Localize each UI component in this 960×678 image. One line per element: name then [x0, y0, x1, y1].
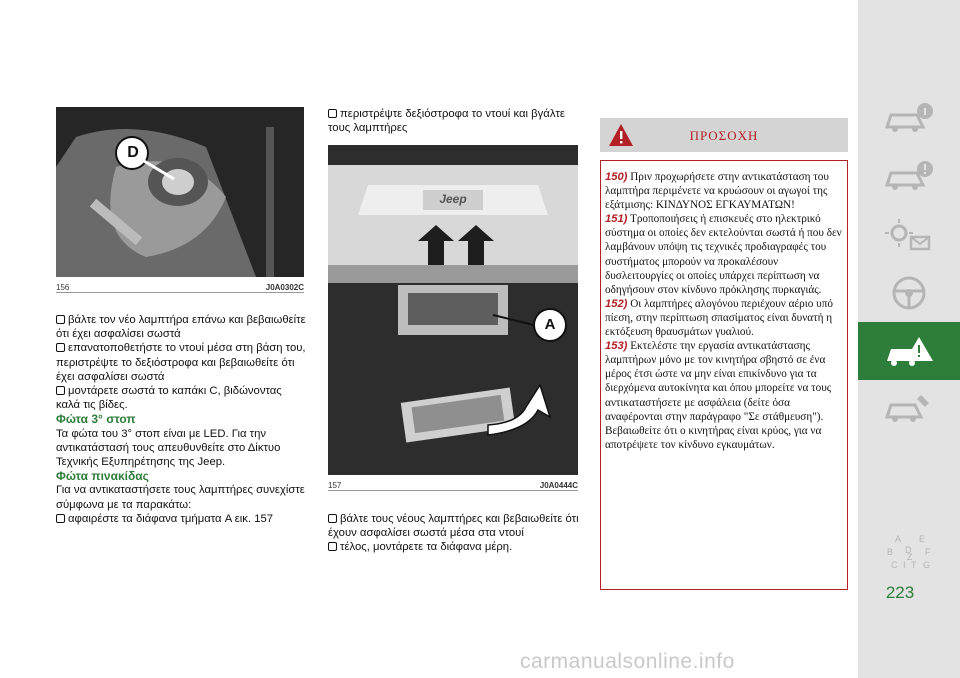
svg-text:I: I [903, 560, 906, 570]
svg-text:A: A [895, 534, 902, 544]
step-item: τέλος, μοντάρετε τα διάφανα μέρη. [328, 540, 580, 554]
figure-156-code: J0A0302C [265, 283, 304, 292]
car-crash-icon [881, 331, 937, 371]
wrench-car-icon [881, 389, 937, 429]
page-number: 223 [885, 583, 915, 602]
tab-warning-car[interactable] [858, 148, 960, 206]
step-item: βάλτε τους νέους λαμπτήρες και βεβαιωθείτε ότι έχουν ασφαλίσει σωστά μέσα στα ντουί [328, 513, 579, 540]
figure-156-callout: D [127, 144, 139, 161]
svg-text:E: E [919, 534, 926, 544]
step-item: βάλτε τον νέο λαμπτήρα επάνω και βεβαιωθείτε ότι έχει ασφαλίσει σωστά [56, 314, 306, 341]
figure-156-image [56, 107, 304, 277]
warning-item: 150) Πριν προχωρήσετε στην αντικατάσταση του λαμπτήρα περιμένετε να κρυώσουν οι αγωγοί της εξάτμισης: ΚΙΝΔΥΝΟΣ ΕΓΚΑΥΜΑΤΩΝ! [605, 171, 829, 212]
figure-157-code: J0A0444C [539, 481, 578, 490]
warning-item: 152) Οι λαμπτήρες αλογόνου περιέχουν αέριο υπό πίεση, στην περίπτωση σπασίματος είναι δυνατή η εκτόξευση θραυσμάτων γυαλιού. [605, 297, 833, 339]
step-item: περιστρέψτε δεξιόστροφα το ντουί και βγάλτε τους λαμπτήρες [328, 108, 565, 135]
step-item: αφαιρέστε τα διάφανα τμήματα A εικ. 157 [56, 512, 306, 526]
paragraph-third-brake-light: Τα φώτα του 3° στοπ είναι με LED. Για την αντικατάστασή τους απευθυνθείτε στο Δίκτυο Τεχνικής Εξυπηρέτησης της Jeep. [56, 427, 281, 469]
index-letters-icon [881, 533, 937, 573]
watermark-text: carmanualsonline.info [520, 650, 735, 673]
figure-157-image [328, 145, 578, 475]
svg-text:G: G [923, 560, 931, 570]
figure-157-callout: A [544, 316, 556, 333]
warning-header [600, 118, 848, 152]
figure-157-caption [328, 481, 578, 491]
figure-157-badge: Jeep [439, 192, 467, 206]
tab-lights[interactable] [858, 206, 960, 264]
figure-157-number: 157 [328, 481, 342, 490]
checkbox-icon [56, 343, 65, 352]
step-item: μοντάρετε σωστά το καπάκι C, βιδώνοντας καλά τις βίδες. [56, 385, 282, 412]
heading-third-brake-light: Φώτα 3° στοπ [56, 412, 136, 427]
svg-text:T: T [911, 560, 917, 570]
tab-car-info[interactable] [858, 90, 960, 148]
warning-title: ΠΡΟΣΟΧΗ [689, 128, 759, 143]
column-2-top-text [328, 107, 580, 135]
warning-item: 153) Εκτελέστε την εργασία αντικατάστασης λαμπτήρων μόνο με τον κινητήρα σβηστό σε ένα μέρος έτσι ώστε να μην είναι επικίνδυνο για τα διερχόμενα αυτοκίνητα και όπου μπορείτε να τους αντικαταστήσετε με ασφάλεια (δείτε όσα αναφέρονται στην παράγραφο "Σε στάθμευση"). Βεβαιωθείτε ότι ο κινητήρας είναι κρύος, για να αποτρέψετε τον κίνδυνο εγκαυμάτων. [605, 340, 832, 451]
checkbox-icon [56, 514, 65, 523]
column-1-text [56, 313, 306, 526]
checkbox-icon [328, 514, 337, 523]
car-info-icon [881, 99, 937, 139]
svg-text:F: F [925, 547, 931, 557]
heading-number-plate-lights: Φώτα πινακίδας [56, 469, 149, 484]
svg-text:Z: Z [907, 552, 913, 562]
column-2-bottom-text [328, 512, 580, 555]
paragraph-number-plate-lights: Για να αντικαταστήσετε τους λαμπτήρες συνεχίστε σύμφωνα με τα παρακάτω: [56, 484, 305, 511]
step-item: επανατοποθετήστε το ντουί μέσα στη βάση του, περιστρέψτε το δεξιόστροφα και βεβαιωθείτε ότι έχει ασφαλίσει σωστά [56, 342, 306, 383]
checkbox-icon [328, 542, 337, 551]
checkbox-icon [328, 109, 337, 118]
warning-text [605, 170, 845, 452]
steering-wheel-icon [881, 273, 937, 313]
figure-156-caption [56, 283, 304, 293]
checkbox-icon [56, 386, 65, 395]
tab-wrench-car[interactable] [858, 380, 960, 438]
svg-text:B: B [887, 547, 894, 557]
tab-index[interactable] [858, 525, 960, 581]
svg-text:C: C [891, 560, 898, 570]
warning-item: 151) Τροποποιήσεις ή επισκευές στο ηλεκτρικό σύστημα οι οποίες δεν εκτελούνται σωστά ή που δεν λαμβάνουν υπόψη τις τεχνικές προδιαγραφές του συστήματος μπορούν να προκαλέσουν δυσλειτουργίες οι οποίες υπάρχει περίπτωση να οδηγήσουν στον κίνδυνο πρόκλησης πυρκαγιάς. [605, 213, 842, 296]
warning-car-icon [881, 157, 937, 197]
svg-text:D: D [905, 545, 912, 555]
tab-car-crash[interactable] [858, 322, 960, 380]
lights-icon [881, 215, 937, 255]
figure-156-number: 156 [56, 283, 70, 292]
checkbox-icon [56, 315, 65, 324]
chapter-sidebar [858, 0, 960, 678]
tab-steering-wheel[interactable] [858, 264, 960, 322]
